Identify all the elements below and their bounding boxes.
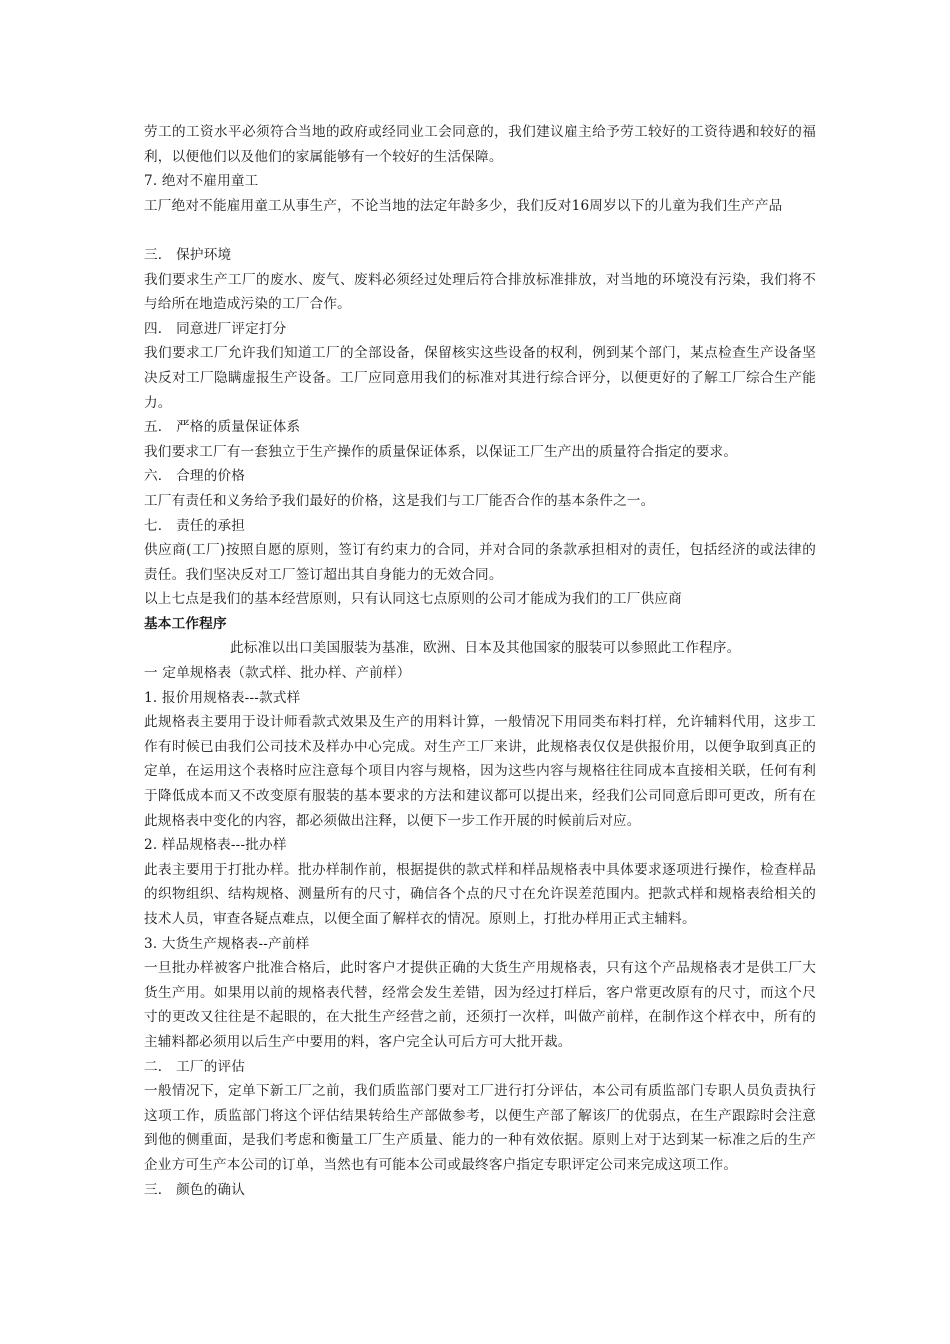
section-heading: 基本工作程序 — [144, 615, 227, 632]
paragraph: 以上七点是我们的基本经营原则，只有认同这七点原则的公司才能成为我们的工厂供应商 — [144, 591, 682, 608]
paragraph: 工厂绝对不能雇用童工从事生产，不论当地的法定年龄多少，我们反对16周岁以下的儿童为我们生产产品 — [144, 197, 783, 214]
paragraph: 供应商(工厂)按照自愿的原则，签订有约束力的合同，并对合同的条款承担相对的责任，包括经济的或法律的责任。我们坚决反对工厂签订超出其自身能力的无效合同。 — [144, 542, 816, 583]
paragraph: 劳工的工资水平必须符合当地的政府或经同业工会同意的，我们建议雇主给予劳工较好的工资待遇和较好的福利，以便他们以及他们的家属能够有一个较好的生活保障。 — [144, 124, 816, 165]
paragraph: 七． 责任的承担 — [144, 517, 246, 534]
paragraph: 1. 报价用规格表---款式样 — [144, 689, 301, 706]
indented-paragraph: 此标准以出口美国服装为基准，欧洲、日本及其他国家的服装可以参照此工作程序。 — [230, 640, 741, 657]
paragraph: 二． 工厂的评估 — [144, 1058, 246, 1075]
paragraph: 四． 同意进厂评定打分 — [144, 320, 287, 337]
paragraph: 我们要求工厂允许我们知道工厂的全部设备，保留核实这些设备的权利，例到某个部门，某点检查生产设备坚决反对工厂隐瞒虚报生产设备。工厂应同意用我们的标准对其进行综合评分，以便更好的了解工厂综合生产能力。 — [144, 345, 816, 411]
paragraph: 五． 严格的质量保证体系 — [144, 419, 301, 436]
blank-line — [144, 218, 816, 243]
paragraph: 一 定单规格表（款式样、批办样、产前样） — [144, 665, 411, 682]
paragraph: 三． 保护环境 — [144, 246, 232, 263]
paragraph: 一般情况下，定单下新工厂之前，我们质监部门要对工厂进行打分评估，本公司有质监部门专职人员负责执行这项工作，质监部门将这个评估结果转给生产部做参考，以便生产部了解该厂的优弱点，在生产跟踪时会注意到他的侧重面，是我们考虑和衡量工厂生产质量、能力的一种有效依据。原则上对于达到某一标准之后的生产企业方可生产本公司的订单，当然也有可能本公司或最终客户指定专职评定公司来完成这项工作。 — [144, 1083, 816, 1173]
paragraph: 六． 合理的价格 — [144, 468, 246, 485]
paragraph: 7. 绝对不雇用童工 — [144, 173, 259, 190]
paragraph: 三． 颜色的确认 — [144, 1181, 246, 1198]
paragraph: 3. 大货生产规格表--产前样 — [144, 935, 310, 952]
paragraph: 我们要求生产工厂的废水、废气、废料必须经过处理后符合排放标准排放，对当地的环境没有污染，我们将不与给所在地造成污染的工厂合作。 — [144, 271, 816, 313]
paragraph: 我们要求工厂有一套独立于生产操作的质量保证体系，以保证工厂生产出的质量符合指定的要求。 — [144, 443, 738, 460]
paragraph: 工厂有责任和义务给予我们最好的价格，这是我们与工厂能否合作的基本条件之一。 — [144, 492, 655, 509]
paragraph: 此规格表主要用于设计师看款式效果及生产的用料计算，一般情况下用同类布料打样，允许辅料代用，这步工作有时候已由我们公司技术及样办中心完成。对生产工厂来讲，此规格表仅仅是供报价用，以便争取到真正的定单，在运用这个表格时应注意每个项目内容与规格，因为这些内容与规格往往同成本直接相关联，任何有利于降低成本而又不改变原有服装的基本要求的方法和建议都可以提出来，经我们公司同意后即可更改，所有在此规格表中变化的内容，都必须做出注释，以便下一步工作开展的时候前后对应。 — [144, 714, 816, 829]
paragraph: 2. 样品规格表---批办样 — [144, 837, 287, 854]
paragraph: 此表主要用于打批办样。批办样制作前，根据提供的款式样和样品规格表中具体要求逐项进行操作，检查样品的织物组织、结构规格、测量所有的尺寸，确信各个点的尺寸在允许误差范围内。把款式样和规格表给相关的技术人员，审查各疑点难点，以便全面了解样衣的情况。原则上，打批办样用正式主辅料。 — [144, 861, 816, 927]
paragraph: 一旦批办样被客户批准合格后，此时客户才提供正确的大货生产用规格表，只有这个产品规格表才是供工厂大货生产用。如果用以前的规格表代替，经常会发生差错，因为经过打样后，客户常更改原有的尺寸，而这个尺寸的更改又往往是不起眼的，在大批生产经营之前，还须打一次样，叫做产前样，在制作这个样衣中，所有的主辅料都必须用以后生产中要用的料，客户完全认可后方可大批开裁。 — [144, 960, 816, 1050]
document-body — [144, 120, 816, 1202]
